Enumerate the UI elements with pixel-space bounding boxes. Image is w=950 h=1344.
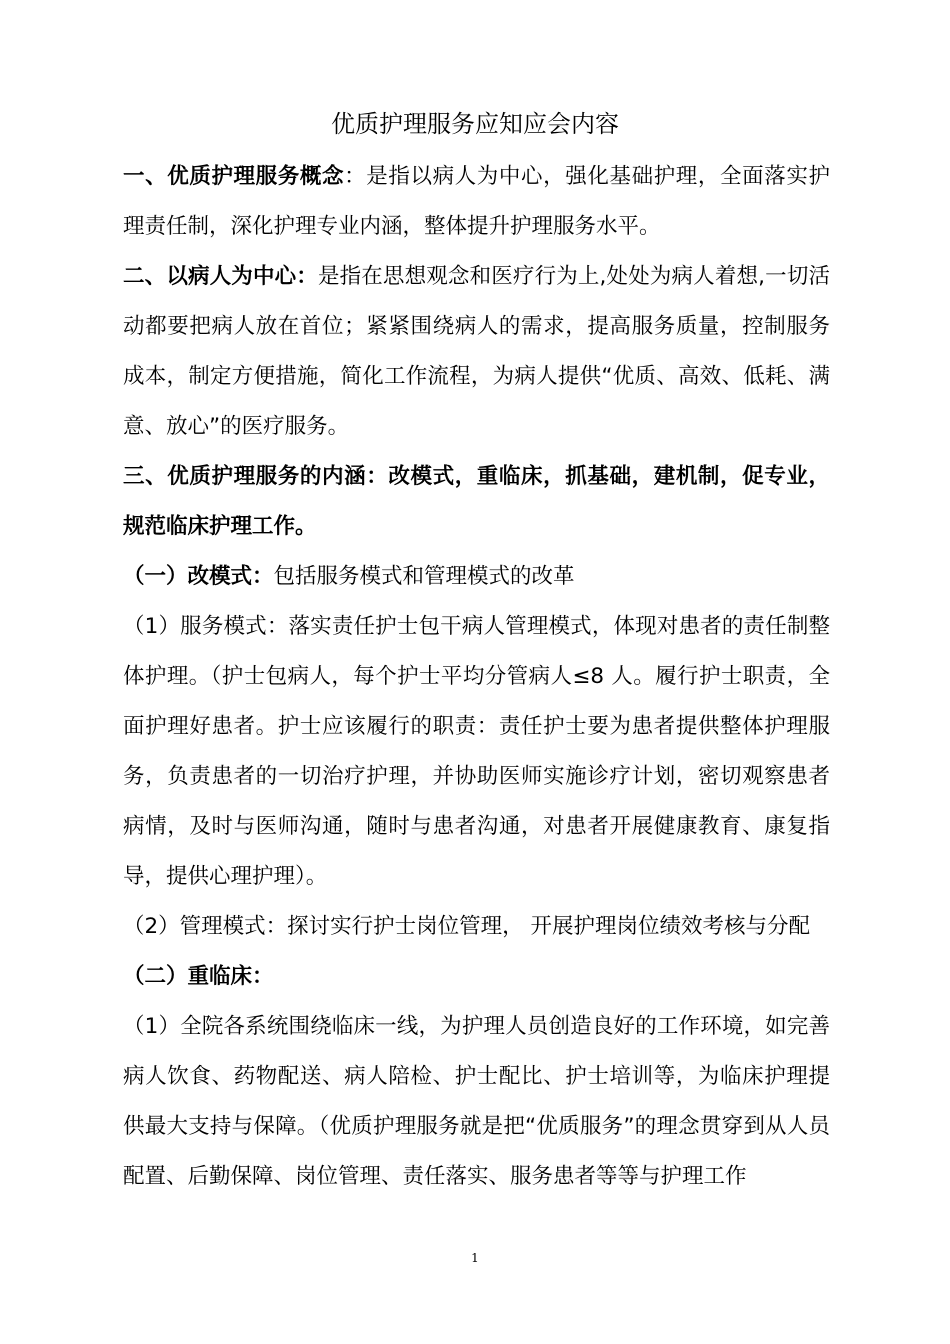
paragraph-focus-clinical [123, 952, 830, 1002]
paragraph-lead: （二）重临床： [123, 964, 274, 989]
paragraph-text: ：是指以病人为中心，强化基础护理，全面落实护理责任制，深化护理专业内涵，整体提升护理服务水平。 [123, 164, 830, 239]
paragraph-lead: 三、优质护理服务的内涵：改模式，重临床，抓基础，建机制，促专业，规范临床护理工作。 [123, 464, 830, 539]
paragraph-lead: 二、以病人为中心： [123, 264, 318, 289]
paragraph-text: （1）服务模式：落实责任护士包干病人管理模式，体现对患者的责任制整体护理。（护士包病人，每个护士平均分管病人≤8 人。履行护士职责，全面护理好患者。护士应该履行的职责：责任护士要为患者提供整体护理服务，负责患者的一切治疗护理，并协助医师实施诊疗计划，密切观察患者病情，及时与医师沟通，随时与患者沟通，对患者开展健康教育、康复指导，提供心理护理）。 [123, 614, 830, 889]
paragraph-concept [123, 152, 830, 252]
paragraph-clinical-support [123, 1002, 830, 1202]
paragraph-text: （1）全院各系统围绕临床一线，为护理人员创造良好的工作环境，如完善病人饮食、药物配送、病人陪检、护士配比、护士培训等，为临床护理提供最大支持与保障。（优质护理服务就是把“优质服务”的理念贯穿到从人员配置、后勤保障、岗位管理、责任落实、服务患者等等与护理工作 [123, 1014, 830, 1189]
paragraph-text: 是指在思想观念和医疗行为上,处处为病人着想,一切活动都要把病人放在首位；紧紧围绕病人的需求，提高服务质量，控制服务成本，制定方便措施，简化工作流程，为病人提供“优质、高效、低耗、满意、放心”的医疗服务。 [123, 264, 830, 439]
paragraph-text: 包括服务模式和管理模式的改革 [273, 564, 575, 589]
paragraph-service-model [123, 602, 830, 902]
document-title: 优质护理服务应知应会内容 [331, 110, 619, 138]
paragraph-lead: 一、优质护理服务概念 [123, 164, 345, 189]
document-body [123, 152, 830, 1202]
paragraph-patient-centered [123, 252, 830, 452]
paragraph-lead: （一）改模式： [123, 564, 274, 589]
paragraph-text: （2）管理模式：探讨实行护士岗位管理， 开展护理岗位绩效考核与分配 [123, 914, 811, 939]
paragraph-connotation [123, 452, 830, 552]
paragraph-reform-model [123, 552, 830, 602]
page-number: 1 [471, 1251, 479, 1265]
paragraph-management-model [123, 902, 830, 952]
